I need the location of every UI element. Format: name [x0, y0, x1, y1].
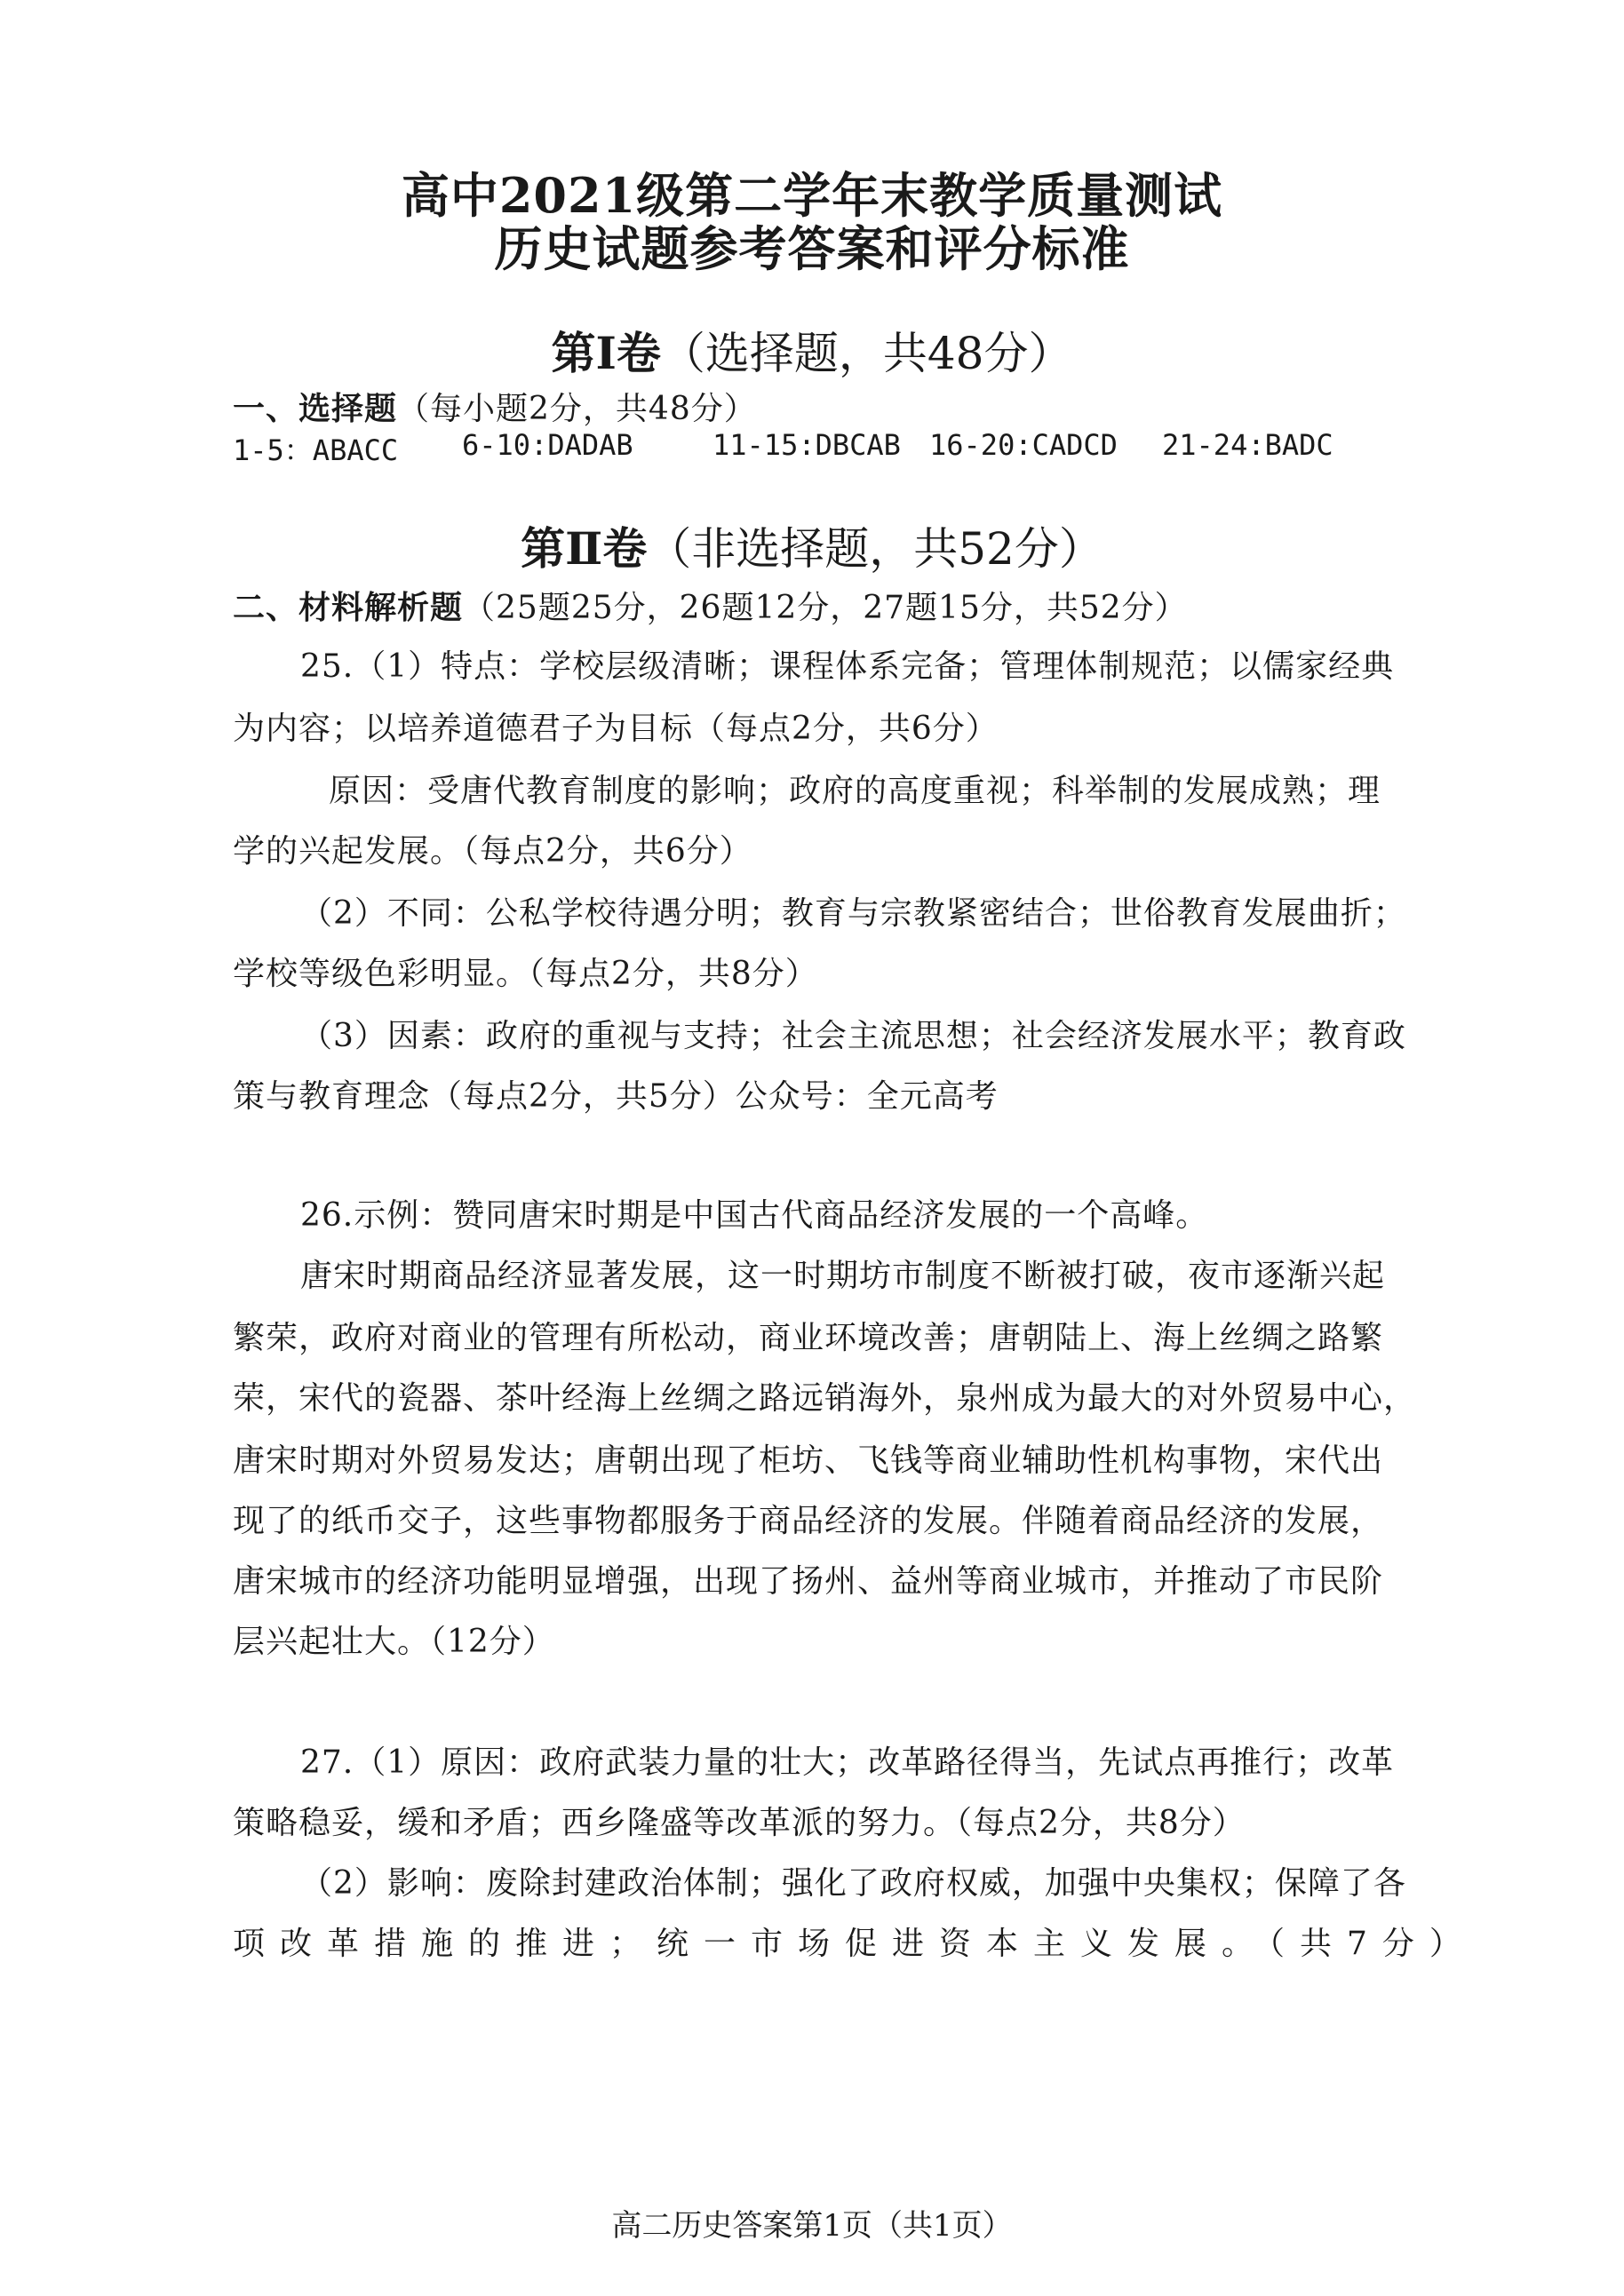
answer-group-3: 11-15:DBCAB: [712, 428, 901, 462]
part1-title-rest: （选择题，共48分）: [660, 328, 1073, 379]
q26-line7: 唐宋城市的经济功能明显增强，出现了扬州、益州等商业城市，并推动了市民阶: [233, 1563, 1384, 1600]
analysis-heading-rest: （25题25分，26题12分，27题15分，共52分）: [463, 590, 1188, 626]
q26-line1: 26.示例：赞同唐宋时期是中国古代商品经济发展的一个高峰。: [300, 1197, 1209, 1234]
choice-heading: [233, 384, 757, 429]
q26-line3: 繁荣，政府对商业的管理有所松动，商业环境改善；唐朝陆上、海上丝绸之路繁: [233, 1320, 1384, 1356]
document-title: 高中2021级第二学年末教学质量测试: [401, 167, 1223, 224]
q26-line5: 唐宋时期对外贸易发达；唐朝出现了柜坊、飞钱等商业辅助性机构事物，宋代出: [233, 1442, 1384, 1479]
q25-part3-line1: （3）因素：政府的重视与支持；社会主流思想；社会经济发展水平；教育政: [300, 1018, 1406, 1054]
choice-heading-rest: （每小题2分，共48分）: [397, 391, 757, 427]
q26-line8: 层兴起壮大。（12分）: [233, 1624, 555, 1660]
q25-part2-line1: （2）不同：公私学校待遇分明；教育与宗教紧密结合；世俗教育发展曲折；: [300, 895, 1406, 932]
page-footer: 高二历史答案第1页（共1页）: [611, 2208, 1013, 2244]
q25-reason-line1: 原因：受唐代教育制度的影响；政府的高度重视；科举制的发展成熟；理: [329, 773, 1381, 809]
part2-title-rest: （非选择题，共52分）: [647, 523, 1103, 575]
q27-part1-line1: 27.（1）原因：政府武装力量的壮大；改革路径得当，先试点再推行；改革: [300, 1744, 1395, 1781]
q27-part1-line2: 策略稳妥，缓和矛盾；西乡隆盛等改革派的努力。（每点2分，共8分）: [233, 1805, 1246, 1841]
answer-group-5: 21-24:BADC: [1162, 428, 1333, 462]
q27-part2-line1: （2）影响：废除封建政治体制；强化了政府权威，加强中央集权；保障了各: [300, 1865, 1406, 1902]
part1-title: [0, 318, 1624, 382]
analysis-heading-bold: 二、材料解析题: [233, 589, 464, 626]
answer-group-1: 1-5：ABACC: [233, 433, 399, 467]
answer-group-4: 16-20:CADCD: [929, 428, 1118, 462]
q26-line6: 现了的纸币交子，这些事物都服务于商品经济的发展。伴随着商品经济的发展，: [233, 1503, 1384, 1539]
q25-part1-line2: 为内容；以培养道德君子为目标（每点2分，共6分）: [233, 711, 999, 747]
q25-part3-line2: 策与教育理念（每点2分，共5分）公众号：全元高考: [233, 1078, 999, 1115]
q26-line2: 唐宋时期商品经济显著发展，这一时期坊市制度不断被打破，夜市逐渐兴起: [300, 1258, 1386, 1294]
part2-title: [0, 513, 1624, 577]
q27-part2-line2: 项改革措施的推进；统一市场促进资本主义发展。（共7分）: [233, 1926, 1477, 1962]
analysis-heading: [233, 583, 1188, 628]
q25-part1-line1: 25.（1）特点：学校层级清晰；课程体系完备；管理体制规范；以儒家经典: [300, 648, 1395, 685]
part2-title-bold: 第Ⅱ卷: [521, 522, 648, 575]
q25-reason-line2: 学的兴起发展。（每点2分，共6分）: [233, 833, 752, 870]
answer-group-2: 6-10:DADAB: [462, 428, 633, 462]
document-subtitle: 历史试题参考答案和评分标准: [494, 220, 1130, 277]
q26-line4: 荣，宋代的瓷器、茶叶经海上丝绸之路远销海外，泉州成为最大的对外贸易中心，: [233, 1380, 1417, 1417]
part1-title-bold: 第Ⅰ卷: [551, 327, 661, 379]
choice-heading-bold: 一、选择题: [233, 390, 398, 427]
q25-part2-line2: 学校等级色彩明显。（每点2分，共8分）: [233, 956, 818, 992]
